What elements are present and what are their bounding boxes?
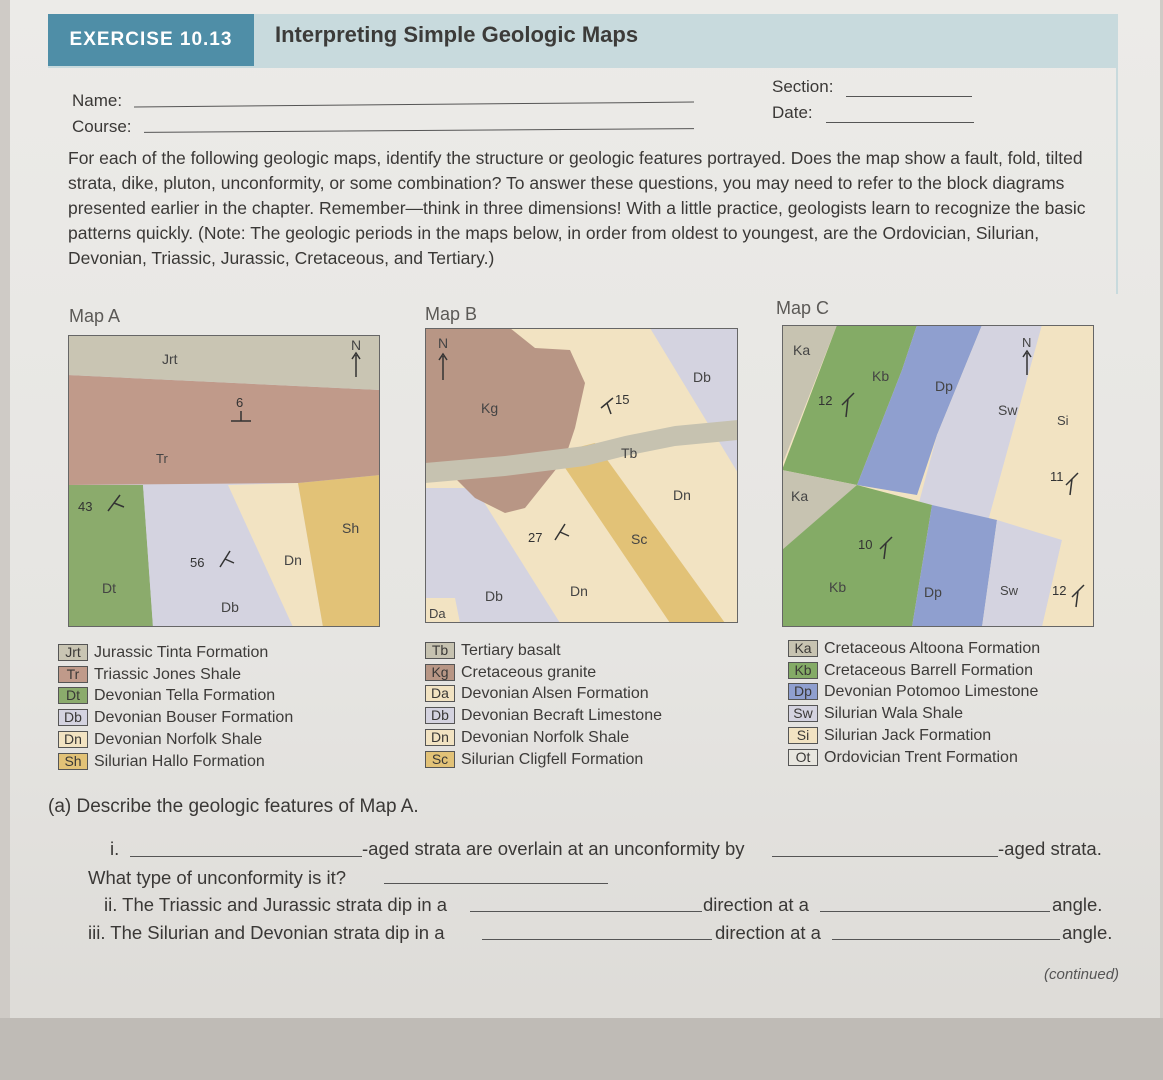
dip-value-27: 27 [528,530,543,545]
label-kg: Kg [481,400,499,416]
label-ka-top: Ka [793,342,811,358]
label-db: Db [221,599,239,615]
answer-field-dip-direction-triassic[interactable] [470,911,702,912]
label-kb-bottom: Kb [829,579,847,595]
legend-label: Triassic Jones Shale [94,665,242,683]
question-ii-end: angle. [1052,894,1103,915]
label-dp-bottom: Dp [924,584,942,600]
north-label-a: N [351,337,362,353]
label-si: Si [1057,413,1069,428]
legend-item [58,751,293,773]
legend-item [788,660,1040,682]
question-i-number: i. [110,838,120,859]
dip-value-12-right: 12 [1052,583,1067,598]
legend-label: Cretaceous Altoona Formation [824,640,1041,657]
header-rule [48,66,1118,68]
question-ii-text: ii. The Triassic and Jurassic strata dip in a [104,894,448,915]
legend-swatch: Dn [58,731,88,748]
legend-item [788,725,1040,747]
legend-label: Devonian Alsen Formation [461,685,649,703]
legend-label: Silurian Jack Formation [824,726,992,744]
dip-value-10: 10 [858,537,873,552]
legend-item [58,664,293,686]
legend-swatch: Sh [58,753,88,770]
dip-value-43: 43 [78,499,93,514]
label-dn-right: Dn [673,487,691,503]
answer-field-younger-age[interactable] [772,856,998,857]
legend-item [425,683,662,705]
answer-field-dip-direction-silurian[interactable] [482,939,712,940]
legend-label: Devonian Bouser Formation [94,709,294,727]
legend-swatch: Sw [788,705,818,722]
legend-item [788,638,1040,660]
date-label: Date: [772,103,813,122]
legend-item [58,685,293,707]
answer-field-older-age[interactable] [130,856,362,857]
question-iii-end: angle. [1062,922,1113,943]
label-jrt: Jrt [162,351,178,367]
legend-label: Silurian Cligfell Formation [461,750,644,768]
legend-swatch: Dt [58,687,88,704]
legend-item [425,640,662,662]
label-sw-bottom: Sw [1000,583,1019,598]
dip-value-6: 6 [236,395,244,410]
legend-label: Cretaceous granite [461,663,597,681]
frame-right-rule [1116,14,1118,294]
legend-item [788,747,1040,769]
label-db-top: Db [693,369,711,385]
legend-swatch: Db [425,707,455,724]
dip-value-11: 11 [1050,469,1064,484]
exercise-title: Interpreting Simple Geologic Maps [275,22,639,47]
map-b-legend [425,640,662,770]
course-label: Course: [72,117,132,136]
legend-swatch: Dn [425,729,455,746]
legend-swatch: Tb [425,642,455,659]
legend-swatch: Db [58,709,88,726]
answer-field-dip-angle-silurian[interactable] [832,939,1060,940]
label-dn: Dn [284,552,302,568]
date-field[interactable] [826,122,974,123]
legend-swatch: Tr [58,666,88,683]
unit-tr [68,375,380,485]
question-iii-text: iii. The Silurian and Devonian strata dip in a [88,922,445,943]
legend-label: Devonian Becraft Limestone [461,707,662,725]
legend-swatch: Ot [788,749,818,766]
dip-value-56: 56 [190,555,205,570]
instructions-paragraph: For each of the following geologic maps, identify the structure or geologic features portrayed. Does the map show a fault, fold, tilted strata, dike, pluton, unconformity, or some combination? To answer these questions, you may need to refer to the block diagrams presented earlier in the chapter. Remember—think in three dimensions! With a little practice, geologists learn to recognize the basic patterns quickly. (Note: The geologic periods in the maps below, in order from oldest to youngest, are the Ordovician, Silurian, Devonian, Triassic, Jurassic, Cretaceous, and Tertiary.) [68,148,1086,268]
legend-item [425,662,662,684]
legend-label: Silurian Wala Shale [824,705,964,723]
question-ii-mid: direction at a [703,894,809,915]
map-b [425,328,738,623]
legend-label: Devonian Tella Formation [94,687,276,705]
dip-value-15: 15 [615,392,630,407]
map-a-legend [58,642,293,772]
legend-swatch: Kb [788,662,818,679]
legend-item [425,727,662,749]
label-dn-bottom: Dn [570,583,588,599]
label-dp-top: Dp [935,378,953,394]
legend-item [58,642,293,664]
legend-swatch: Jrt [58,644,88,661]
label-tb: Tb [621,445,638,461]
legend-label: Jurassic Tinta Formation [94,644,269,661]
legend-item [788,681,1040,703]
legend-item [788,703,1040,725]
legend-swatch: Da [425,685,455,702]
continued-note: (continued) [1044,966,1120,983]
label-sh: Sh [342,520,360,536]
legend-item [425,705,662,727]
legend-swatch: Sc [425,751,455,768]
map-a-title: Map A [69,306,121,326]
question-i-b-text: What type of unconformity is it? [88,867,347,888]
legend-label: Cretaceous Barrell Formation [824,661,1033,679]
label-tr: Tr [156,451,168,466]
map-c-title: Map C [776,298,830,318]
label-dt: Dt [102,580,116,596]
dip-value-12-left: 12 [818,393,833,408]
map-a [68,335,380,627]
legend-item [425,749,662,771]
legend-swatch: Kg [425,664,455,681]
section-label: Section: [772,77,834,96]
label-da: Da [429,606,446,621]
exercise-number: EXERCISE 10.13 [48,14,254,66]
question-i-end: -aged strata. [998,838,1102,859]
section-field[interactable] [846,96,972,97]
legend-label: Silurian Hallo Formation [94,752,265,770]
legend-label: Devonian Norfolk Shale [461,728,630,746]
label-db-bottom: Db [485,588,503,604]
answer-field-unconformity-type[interactable] [384,883,608,884]
label-sw-top: Sw [998,402,1018,418]
question-a-heading: (a) Describe the geologic features of Map A. [48,796,419,817]
label-sc: Sc [631,531,648,547]
answer-field-dip-angle-triassic[interactable] [820,911,1050,912]
map-b-title: Map B [425,304,478,324]
legend-label: Devonian Potomoo Limestone [824,683,1039,701]
question-i-text: -aged strata are overlain at an unconformity by [362,838,745,859]
label-ka-mid: Ka [791,488,809,504]
north-label-b: N [438,335,449,351]
legend-item [58,729,293,751]
name-label: Name: [72,91,123,110]
label-kb-top: Kb [872,368,890,384]
map-c-legend [788,638,1040,768]
legend-label: Tertiary basalt [461,642,561,659]
legend-item [58,707,293,729]
next-page-edge [0,1018,1163,1080]
question-iii-mid: direction at a [715,922,821,943]
legend-label: Ordovician Trent Formation [824,748,1018,766]
legend-swatch: Si [788,727,818,744]
legend-swatch: Ka [788,640,818,657]
map-c [782,325,1094,627]
legend-label: Devonian Norfolk Shale [94,730,263,748]
north-label-c: N [1022,335,1032,350]
legend-swatch: Dp [788,683,818,700]
